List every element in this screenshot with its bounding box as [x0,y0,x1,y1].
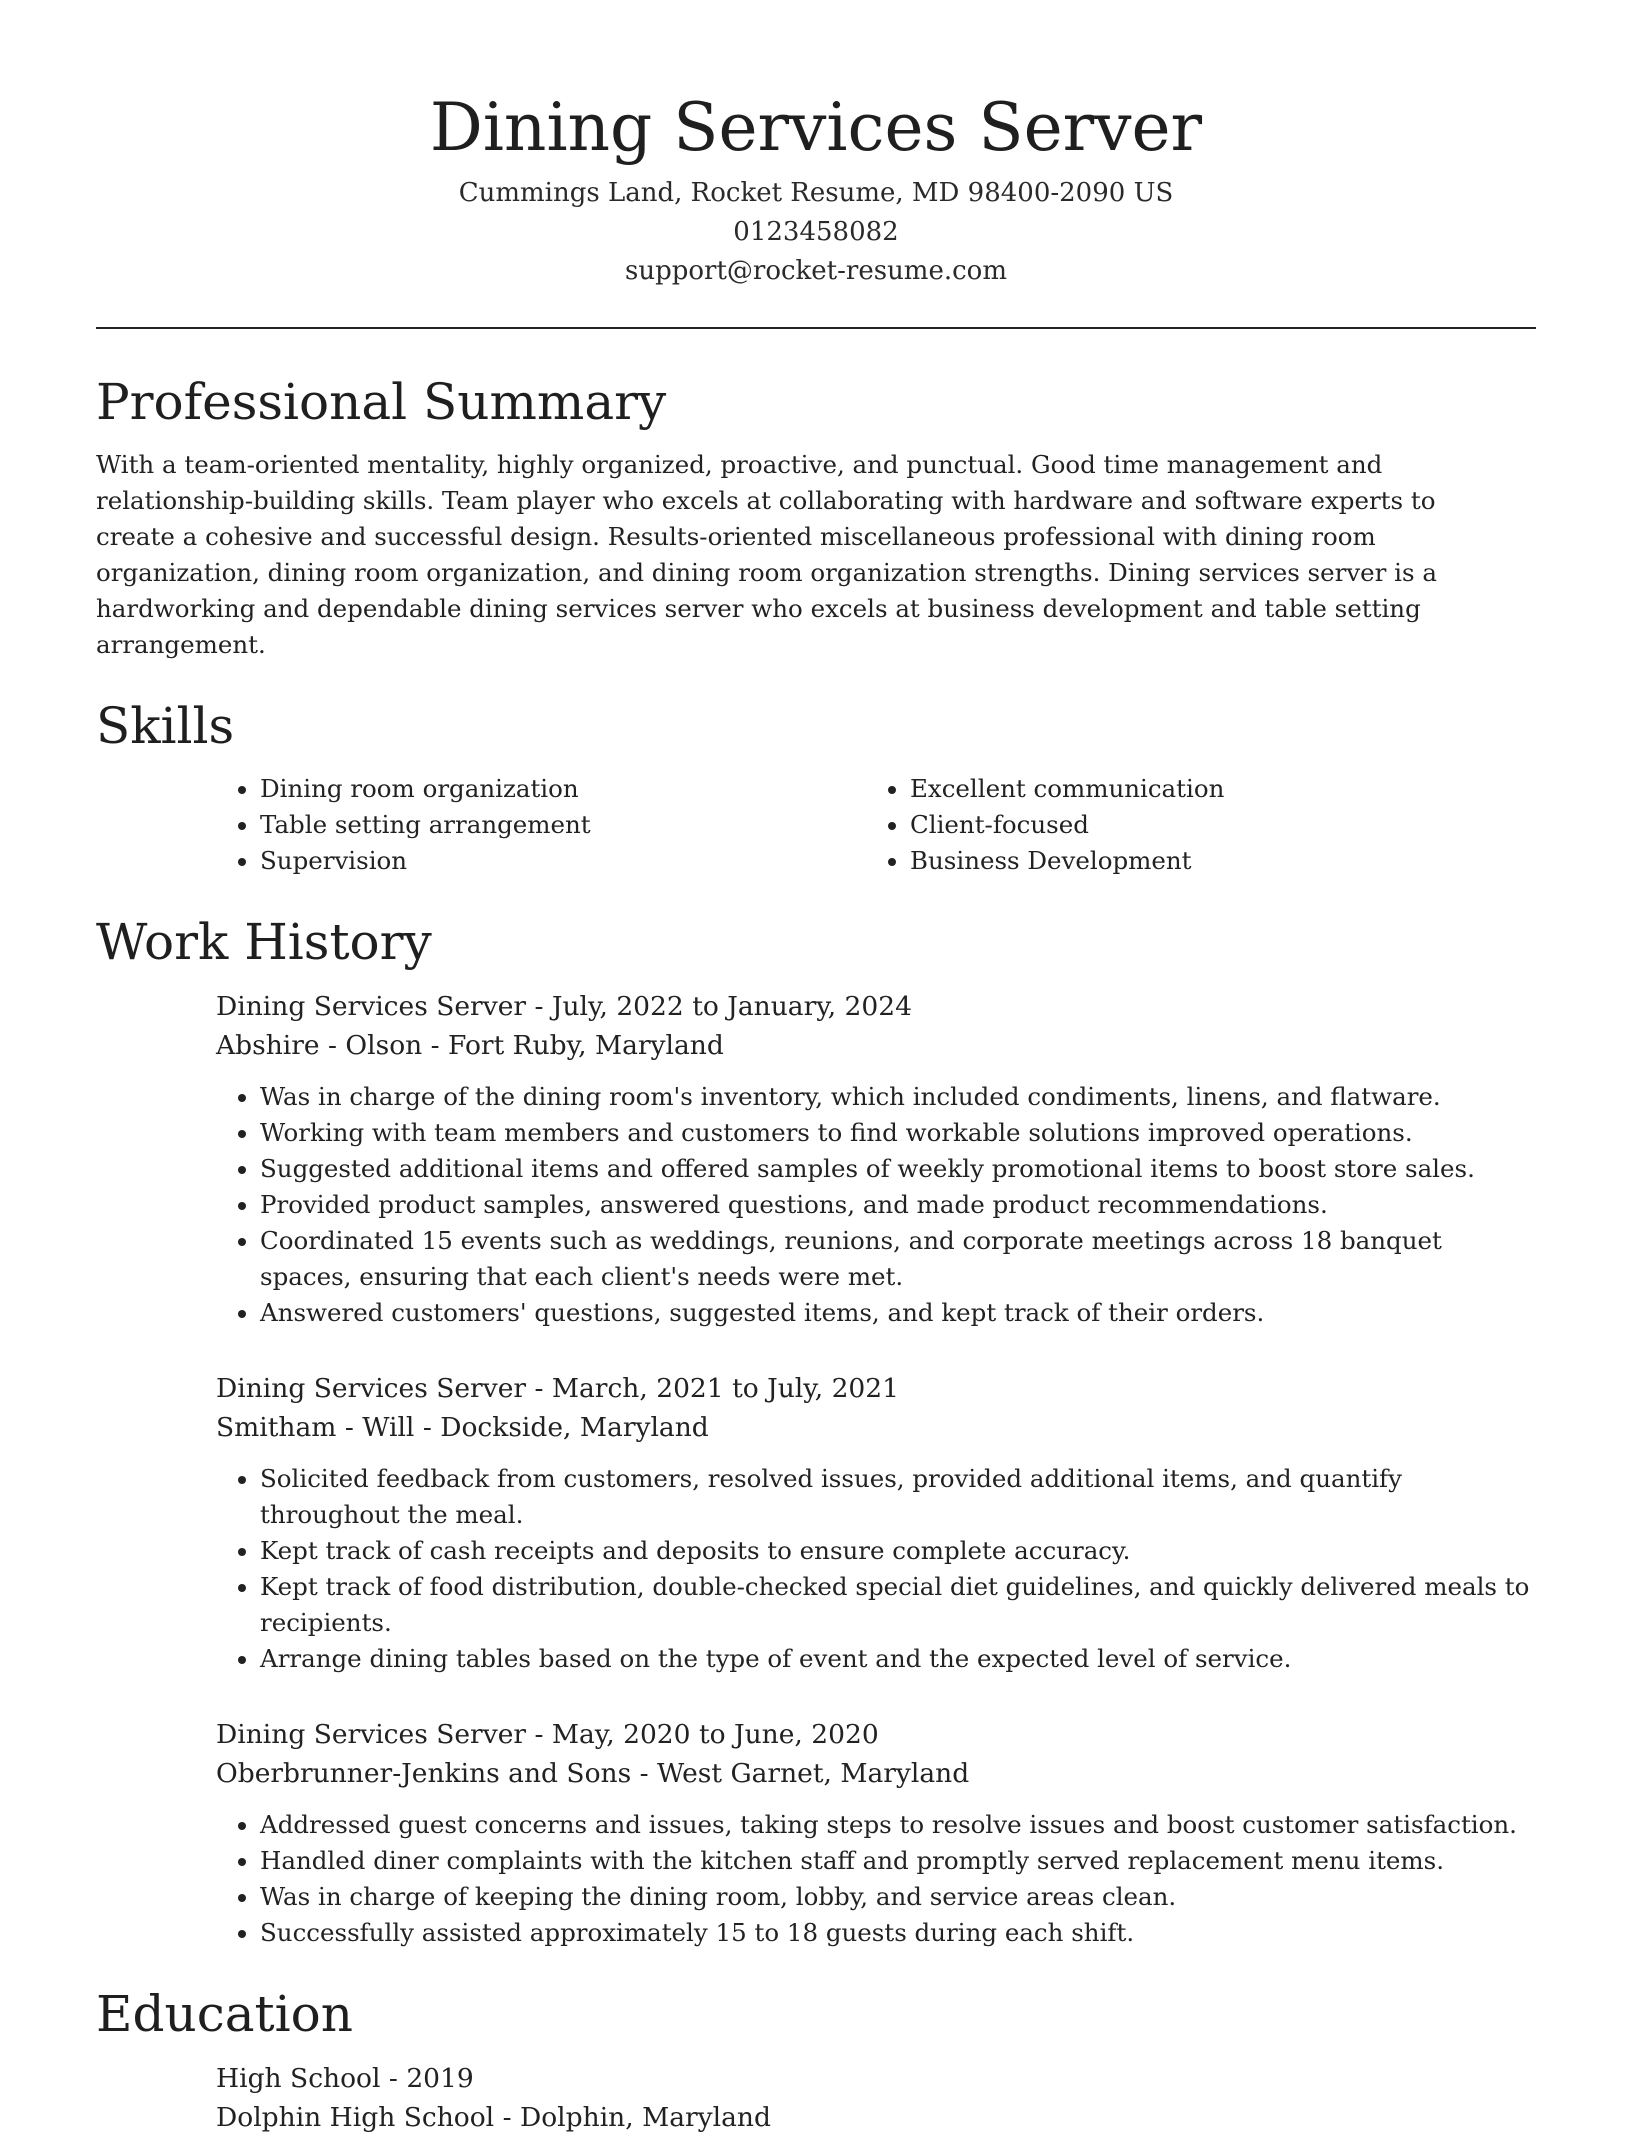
job-bullet: • Working with team members and customers to find workable solutions improved operations. [260,1115,1536,1151]
job-entry [216,1369,1536,1677]
skills-heading: Skills [96,697,235,755]
job-entry [216,987,1536,1331]
job-bullet: • Was in charge of the dining room's inventory, which included condiments, linens, and flatware. [260,1079,1536,1115]
job-bullets [216,1461,1536,1677]
skills-list [216,771,1536,879]
email: support@rocket-resume.com [624,256,1007,286]
job-bullet: • Suggested additional items and offered samples of weekly promotional items to boost store sales. [260,1151,1536,1187]
summary-section [96,367,1536,663]
job-bullet: • Kept track of food distribution, double-checked special diet guidelines, and quickly delivered meals to recipients. [260,1569,1536,1641]
job-bullet: • Answered customers' questions, suggested items, and kept track of their orders. [260,1295,1536,1331]
job-bullet: • Coordinated 15 events such as weddings, reunions, and corporate meetings across 18 banquet spaces, ensuring that each client's needs were met. [260,1223,1536,1295]
header-divider [96,327,1536,329]
job-title: Dining Services Server - March, 2021 to July, 2021 [216,1373,900,1404]
candidate-name: Dining Services Server [429,89,1203,166]
resume-header [96,0,1536,291]
job-bullets [216,1807,1536,1951]
skill-item: • Dining room organization [260,771,866,807]
job-company: Oberbrunner-Jenkins and Sons - West Garnet, Maryland [216,1758,970,1789]
job-bullet: • Solicited feedback from customers, resolved issues, provided additional items, and quantify throughout the meal. [260,1461,1536,1533]
education-heading: Education [96,1985,353,2043]
address: Cummings Land, Rocket Resume, MD 98400-2090 US [458,178,1174,208]
job-bullet: • Provided product samples, answered questions, and made product recommendations. [260,1187,1536,1223]
job-company: Abshire - Olson - Fort Ruby, Maryland [216,1030,724,1061]
job-company: Smitham - Will - Dockside, Maryland [216,1412,709,1443]
summary-text: With a team-oriented mentality, highly organized, proactive, and punctual. Good time management and relationship-building skills. Team player who excels at collaborating with hardware and software experts to create a cohesive and successful design. Results-oriented miscellaneous professional with dining room organization, dining room organization, and dining room organization strengths. Dining services server is a hardworking and dependable dining services server who excels at business development and table setting arrangement. [96,450,1437,659]
job-bullet: • Kept track of cash receipts and deposits to ensure complete accuracy. [260,1533,1536,1569]
contact-info [96,174,1536,291]
job-title: Dining Services Server - July, 2022 to January, 2024 [216,991,912,1022]
job-entry [216,1715,1536,1951]
job-bullet: • Addressed guest concerns and issues, taking steps to resolve issues and boost customer satisfaction. [260,1807,1536,1843]
skill-item: • Excellent communication [910,771,1516,807]
job-bullet: • Was in charge of keeping the dining room, lobby, and service areas clean. [260,1879,1536,1915]
job-bullet: • Arrange dining tables based on the type of event and the expected level of service. [260,1641,1536,1677]
skill-item: • Business Development [910,843,1516,879]
work-history-section [96,907,1536,1951]
skill-item: • Client-focused [910,807,1516,843]
education-entry [216,2059,1536,2137]
degree: High School - 2019 [216,2063,474,2094]
job-bullets [216,1079,1536,1331]
job-title: Dining Services Server - May, 2020 to June, 2020 [216,1719,879,1750]
education-section [96,1979,1536,2137]
skills-section [96,691,1536,879]
job-bullet: • Handled diner complaints with the kitchen staff and promptly served replacement menu items. [260,1843,1536,1879]
work-history-heading: Work History [96,913,432,971]
phone: 0123458082 [733,217,899,247]
skill-item: • Table setting arrangement [260,807,866,843]
resume-page [96,0,1536,2137]
skill-item: • Supervision [260,843,866,879]
school: Dolphin High School - Dolphin, Maryland [216,2102,771,2133]
job-bullet: • Successfully assisted approximately 15 to 18 guests during each shift. [260,1915,1536,1951]
summary-heading: Professional Summary [96,373,667,431]
